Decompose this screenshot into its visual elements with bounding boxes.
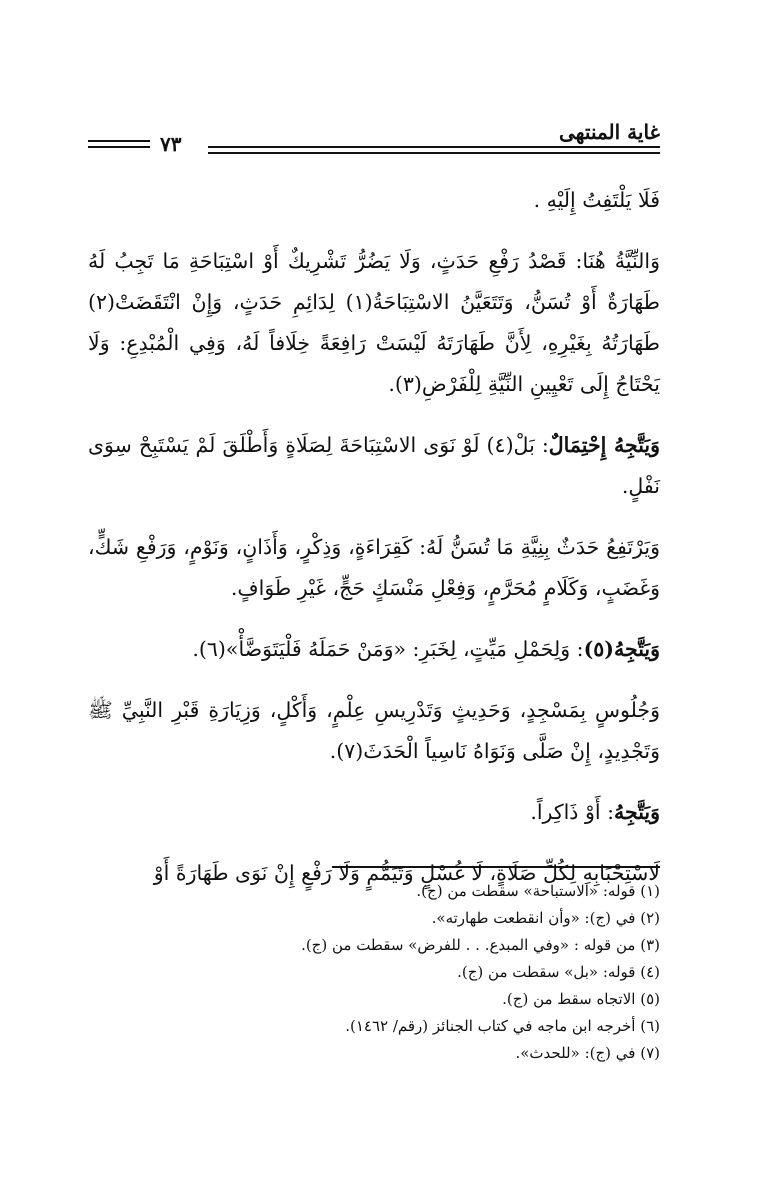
paragraph-lead: وَيَتَّجِهُ إِحْتِمَالٌ (548, 433, 661, 457)
paragraph (88, 527, 660, 609)
footnote: (٤) قوله: «بل» سقطت من (ج). (457, 963, 660, 981)
header-rule-left (88, 140, 150, 148)
paragraph (88, 792, 660, 833)
paragraph (88, 629, 660, 670)
paragraph-lead: وَيَتَّجِهُ(٥) (583, 637, 660, 661)
footnote: (٢) في (ج): «وأن انقطعت طهارته». (431, 909, 660, 927)
footnote: (٣) من قوله : «وفي المبدع. . . للفرض» سقطت من (ج). (301, 936, 660, 954)
footnotes (200, 878, 660, 1067)
paragraph-text: فَلَا يَلْتَفِتُ إِلَيْهِ . (533, 188, 660, 212)
paragraph-text: لَاسْتِحْبَابِهِ لِكُلِّ صَلَاةٍ، لَا غُسْلٍ وَتَيَمُّمٍ وَلَا رَفْعٍ إِنْ نَوَى طَهَارَةً أَوْ (153, 861, 660, 885)
paragraph (88, 425, 660, 507)
footnote-separator (332, 866, 660, 868)
paragraph-text: : وَلِحَمْلِ مَيِّتٍ، لِخَبَرِ: «وَمَنْ حَمَلَهُ فَلْيَتَوَضَّأْ»(٦). (192, 637, 584, 661)
paragraph (88, 690, 660, 772)
footnote: (١) قوله: «الاستباحة» سقطت من (ج). (416, 882, 660, 900)
paragraph-text: : أَوْ ذَاكِراً. (530, 800, 614, 824)
main-text (88, 180, 660, 914)
page-header (88, 120, 660, 166)
header-rule-right (208, 146, 660, 154)
paragraph (88, 180, 660, 221)
paragraph-text: وَالنِّيَّةُ هُنَا: قَصْدُ رَفْعِ حَدَثٍ، وَلَا يَضُرُّ تَشْرِيكٌ أَوْ اسْتِبَاحَةِ مَا تَجِبُ لَهُ طَهَارَةٌ أَوْ تُسَنُّ، وَتَتَعَيَّنُ الاسْتِبَاحَةُ(١) لِدَائِمِ حَدَثٍ، وَإِنْ انْتَقَضَتْ(٢) طَهَارَتُهُ بِغَيْرِهِ، لِأَنَّ طَهَارَتَهُ لَيْسَتْ رَافِعَةً خِلَافاً لَهُ، وَفِي الْمُبْدِعِ: وَلَا يَحْتَاجُ إِلَى تَعْيِينِ النِّيَّةِ لِلْفَرْضِ(٣). (88, 249, 660, 396)
page-number: ٧٣ (160, 132, 182, 156)
paragraph-lead: وَيَتَّجِهُ (613, 800, 660, 824)
paragraph-text: وَيَرْتَفِعُ حَدَثٌ بِنِيَّةِ مَا تُسَنُّ لَهُ: كَقِرَاءَةٍ، وَذِكْرٍ، وَأَذَانٍ، وَنَوْمٍ، وَرَفْعِ شَكٍّ، وَغَضَبٍ، وَكَلَامٍ مُحَرَّمٍ، وَفِعْلِ مَنْسَكٍ حَجٍّ، غَيْرِ طَوَافٍ. (88, 535, 660, 600)
book-title: غاية المنتهى (559, 120, 660, 144)
paragraph-text: وَجُلُوسٍ بِمَسْجِدٍ، وَحَدِيثٍ وَتَدْرِيسِ عِلْمٍ، وَأَكْلٍ، وَزِيَارَةِ قَبْرِ النَّبِيِّ ﷺ وَتَجْدِيدٍ، إِنْ صَلَّى وَنَوَاهُ نَاسِياً الْحَدَثَ(٧). (88, 698, 660, 763)
paragraph-text: : بَلْ(٤) لَوْ نَوَى الاسْتِبَاحَةَ لِصَلَاةٍ وَأَطْلَقَ لَمْ يَسْتَبِحْ سِوَى نَفْلٍ. (88, 433, 660, 498)
footnote: (٧) في (ج): «للحدث». (515, 1044, 660, 1062)
footnote: (٥) الاتجاه سقط من (ج). (502, 990, 660, 1008)
footnote: (٦) أخرجه ابن ماجه في كتاب الجنائز (رقم/ ١٤٦٢). (345, 1017, 660, 1035)
paragraph (88, 241, 660, 405)
